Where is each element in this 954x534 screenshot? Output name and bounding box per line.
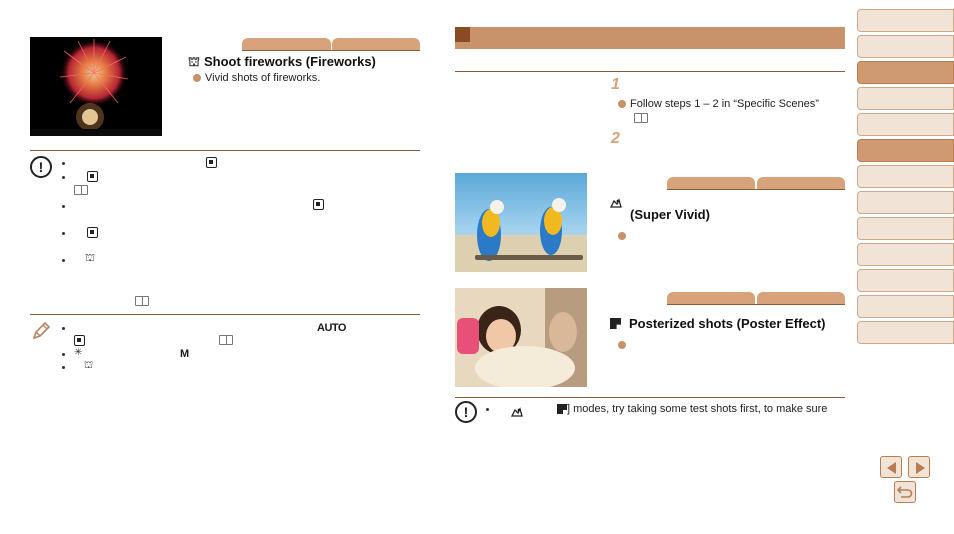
mode-tab [667, 177, 755, 189]
mode-tab [242, 38, 331, 50]
mode-tab [667, 292, 755, 304]
nav-tab-13[interactable] [857, 321, 954, 344]
caution-divider [455, 397, 845, 398]
list-bullet [62, 366, 65, 369]
caution-divider-bottom [30, 314, 420, 315]
caution-divider-top [30, 150, 420, 151]
step-2-number: 2 [611, 130, 620, 147]
divider [667, 304, 845, 305]
return-icon [895, 482, 915, 502]
list-bullet [62, 162, 65, 165]
bullet-dot [618, 335, 630, 353]
fireworks-heading: ⛫ Shoot fireworks (Fireworks) [188, 54, 376, 72]
scene-mode-icon [87, 227, 98, 238]
child-photo [455, 288, 587, 387]
parrots-photo [455, 173, 587, 272]
super-vivid-icon [511, 404, 523, 414]
nav-tab-12[interactable] [857, 295, 954, 318]
caution-icon: ! [30, 156, 52, 178]
step-1-number: 1 [611, 76, 620, 93]
list-bullet [62, 176, 65, 179]
page-reference-icon [135, 296, 149, 306]
nav-tab-11[interactable] [857, 269, 954, 292]
mode-tab [332, 38, 420, 50]
step-1-text: Follow steps 1 – 2 in “Specific Scenes” [618, 98, 819, 110]
next-page-button[interactable] [908, 456, 930, 478]
nav-tab-2[interactable] [857, 35, 954, 58]
poster-effect-icon [557, 404, 567, 414]
bullet-dot [618, 226, 630, 244]
scene-mode-icon [74, 335, 85, 346]
fireworks-icon: ⛫ [188, 54, 200, 69]
list-bullet [62, 259, 65, 262]
page-reference-icon [219, 335, 233, 345]
page-reference-icon [634, 113, 648, 123]
nav-tab-7[interactable] [857, 165, 954, 188]
poster-effect-icon [610, 318, 621, 329]
scene-mode-icon [313, 199, 324, 210]
list-bullet [486, 408, 489, 411]
poster-effect-heading: Posterized shots (Poster Effect) [610, 316, 826, 331]
caution-text: ] modes, try taking some test shots first, to make sure [567, 403, 828, 415]
list-bullet [62, 327, 65, 330]
sparkle-icon: ✳ [74, 347, 83, 358]
nav-tab-8[interactable] [857, 191, 954, 214]
fireworks-description: Vivid shots of fireworks. [193, 72, 320, 84]
caution-icon: ! [455, 401, 477, 423]
fireworks-icon: ⛫ [85, 252, 96, 264]
arrow-left-icon [887, 462, 896, 474]
divider [242, 50, 420, 51]
super-vivid-heading: (Super Vivid) [630, 207, 710, 222]
divider [455, 71, 845, 72]
section-header-bar [455, 27, 845, 49]
list-bullet [62, 353, 65, 356]
mode-tab [757, 292, 845, 304]
nav-tab-1[interactable] [857, 9, 954, 32]
section-header-marker [455, 27, 470, 42]
list-bullet [62, 232, 65, 235]
bullet-dot [618, 100, 626, 108]
pencil-icon [30, 320, 52, 342]
arrow-right-icon [916, 462, 925, 474]
nav-tab-10[interactable] [857, 243, 954, 266]
return-button[interactable] [894, 481, 916, 503]
fireworks-photo [30, 37, 162, 136]
bullet-dot [193, 74, 201, 82]
nav-tab-5[interactable] [857, 113, 954, 136]
auto-mode-label: AUTO [317, 322, 346, 334]
page-reference-icon [74, 185, 88, 195]
previous-page-button[interactable] [880, 456, 902, 478]
scene-mode-icon [206, 157, 217, 168]
super-vivid-icon [610, 195, 622, 205]
nav-tab-6[interactable] [857, 139, 954, 162]
fireworks-icon: ⛫ [84, 360, 94, 371]
nav-tab-3[interactable] [857, 61, 954, 84]
divider [667, 189, 845, 190]
nav-tab-9[interactable] [857, 217, 954, 240]
list-bullet [62, 205, 65, 208]
mode-tab [757, 177, 845, 189]
nav-tab-4[interactable] [857, 87, 954, 110]
manual-mode-label: M [180, 348, 190, 360]
scene-mode-icon [87, 171, 98, 182]
